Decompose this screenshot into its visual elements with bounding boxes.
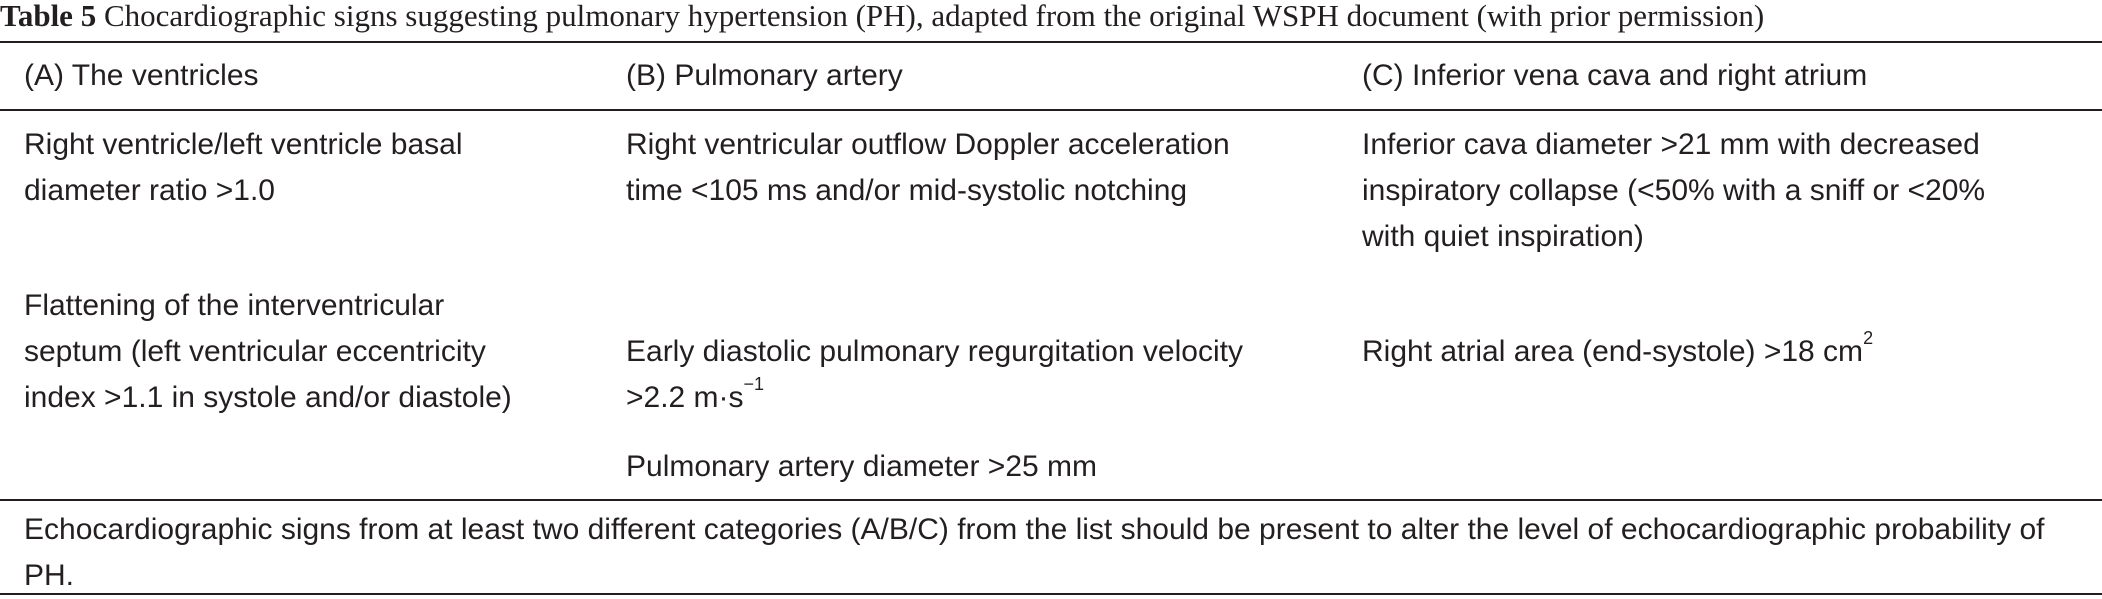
cell-pr-velocity: [626, 283, 1346, 421]
pr-velocity-line1: Early diastolic pulmonary regurgitation velocity: [626, 335, 1243, 368]
cell-pa-diameter: Pulmonary artery diameter >25 mm: [626, 450, 1098, 483]
cell-rvot-doppler: Right ventricular outflow Doppler acceleration time <105 ms and/or mid-systolic notching: [626, 128, 1230, 207]
table-footnote: Echocardiographic signs from at least two different categories (A/B/C) from the list should be present to alter the level of echocardiographic probability of PH.: [24, 513, 2045, 592]
cell-septum-flattening: Flattening of the interventricular septum (left ventricular eccentricity index >1.1 in systole and/or diastole): [24, 289, 512, 414]
top-rule: [0, 41, 2102, 43]
cell-rv-lv-ratio: Right ventricle/left ventricle basal diameter ratio >1.0: [24, 128, 463, 207]
header-rule: [0, 109, 2102, 111]
table-caption: [0, 0, 2102, 38]
header-ventricles: (A) The ventricles: [24, 59, 259, 92]
header-pulmonary-artery: (B) Pulmonary artery: [626, 59, 903, 92]
header-ivc-right-atrium: (C) Inferior vena cava and right atrium: [1362, 59, 1868, 92]
pr-velocity-exponent: −1: [743, 374, 765, 394]
table-label: Table 5: [0, 0, 97, 33]
caption-text: Chocardiographic signs suggesting pulmonary hypertension (PH), adapted from the original WSPH document (with prior permission): [96, 0, 1765, 33]
cell-ra-area: [1362, 283, 2082, 375]
ra-area-exponent: 2: [1863, 328, 1874, 348]
cell-ivc-diameter: Inferior cava diameter >21 mm with decreased inspiratory collapse (<50% with a sniff or <20% with quiet inspiration): [1362, 128, 1986, 253]
ra-area-text: Right atrial area (end-systole) >18 cm: [1362, 335, 1864, 368]
pr-velocity-line2: >2.2 m·s: [626, 381, 744, 414]
footer-rule: [0, 499, 2102, 501]
